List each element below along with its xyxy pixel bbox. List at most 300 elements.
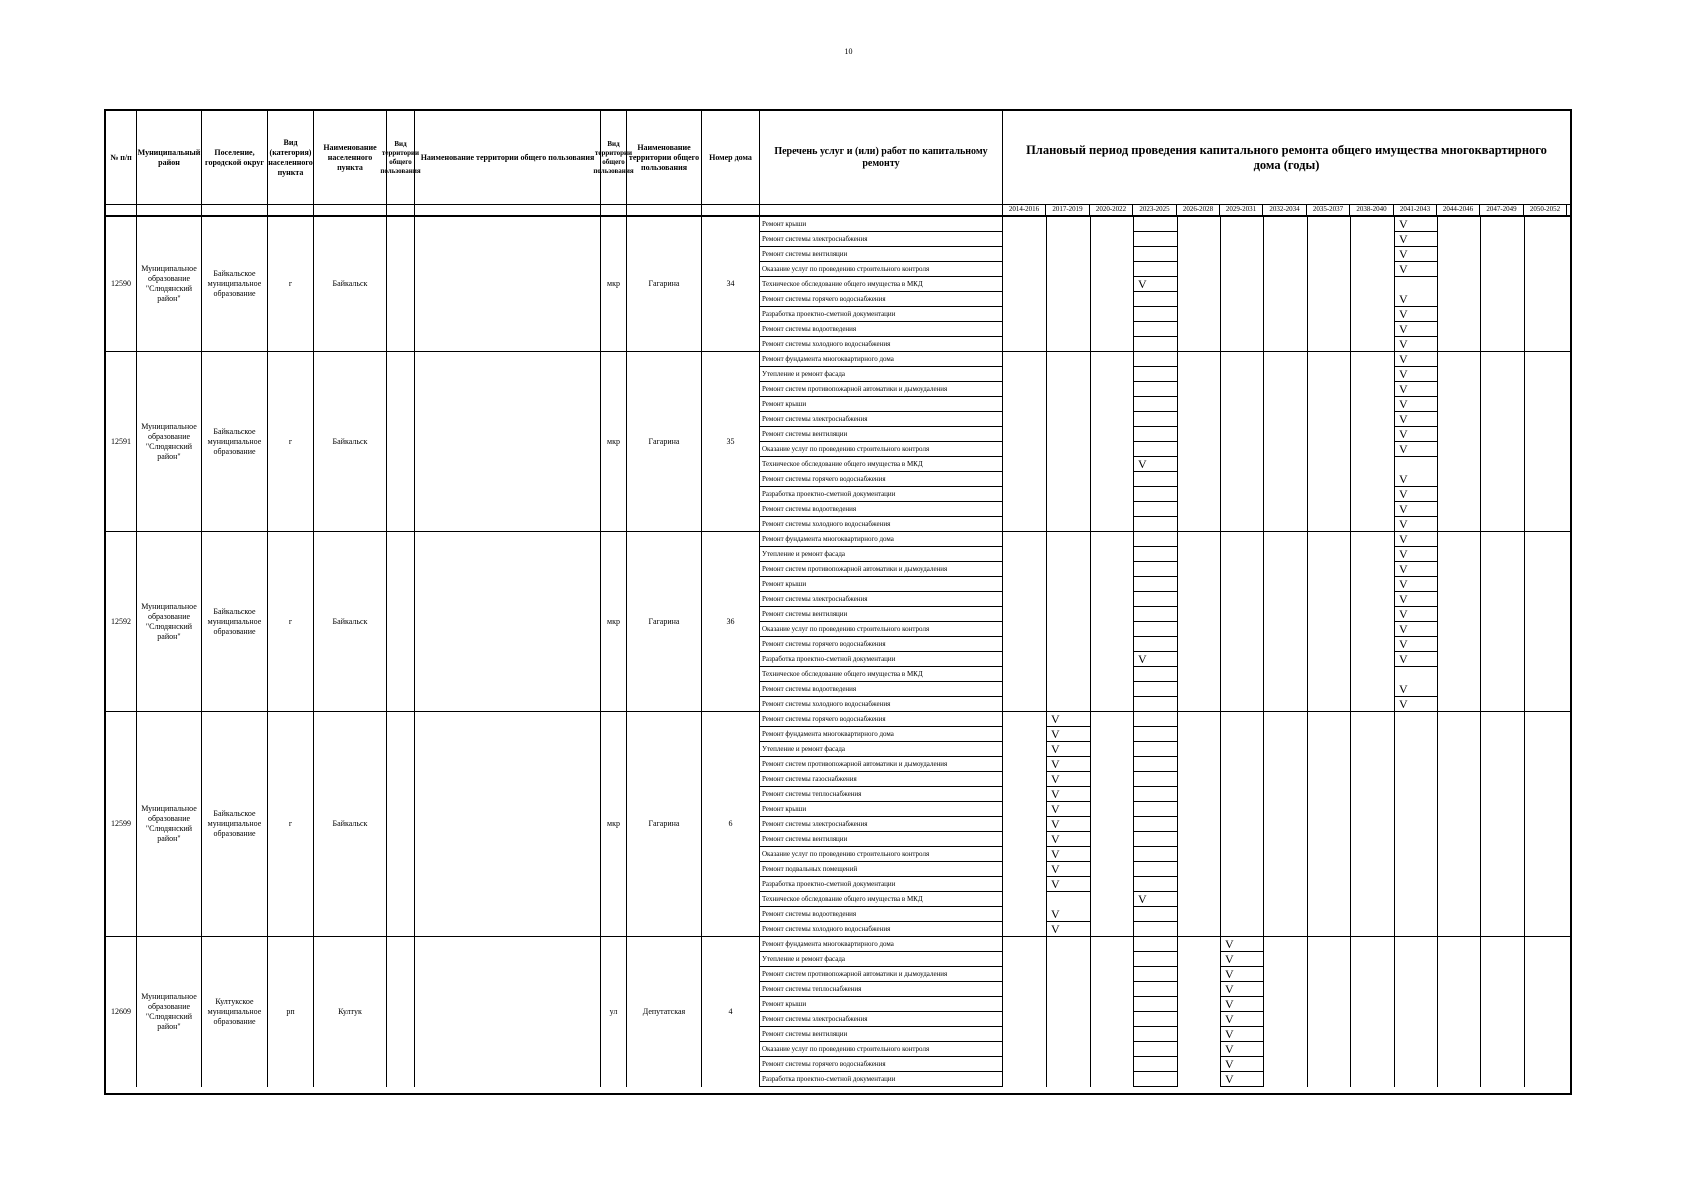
- work-row: [106, 682, 1570, 697]
- record-num: 12590: [106, 217, 137, 351]
- schedule-mark: V: [1395, 502, 1437, 517]
- work-row: [106, 277, 1570, 292]
- year-header: 2038-2040: [1350, 204, 1394, 215]
- schedule-mark: V: [1395, 577, 1437, 592]
- work-name: Ремонт системы горячего водоснабжения: [760, 292, 1003, 307]
- work-name: Ремонт системы холодного водоснабжения: [760, 922, 1003, 937]
- work-name: Оказание услуг по проведению строительного контроля: [760, 442, 1003, 457]
- header-territory-name-1: Наименование территории общего пользования: [415, 111, 601, 204]
- work-name: Ремонт системы вентиляции: [760, 832, 1003, 847]
- schedule-cell: [1134, 667, 1177, 682]
- table-header: [106, 111, 1570, 215]
- work-name: Ремонт системы горячего водоснабжения: [760, 472, 1003, 487]
- schedule-mark: V: [1221, 1012, 1263, 1027]
- work-name: Разработка проектно-сметной документации: [760, 877, 1003, 892]
- work-row: [106, 742, 1570, 757]
- record-locality-name: Култук: [314, 937, 387, 1087]
- subheader-blank: [387, 204, 415, 215]
- record-locality-type: г: [268, 217, 314, 351]
- schedule-cell: [1134, 682, 1177, 697]
- schedule-mark: V: [1047, 907, 1090, 922]
- work-row: [106, 937, 1570, 952]
- work-row: [106, 1027, 1570, 1042]
- work-name: Ремонт системы электроснабжения: [760, 1012, 1003, 1027]
- year-header: 2017-2019: [1046, 204, 1090, 215]
- subheader-blank: [760, 204, 1003, 215]
- record-district: Муниципальное образование "Слюдянский район": [137, 217, 202, 351]
- work-row: [106, 847, 1570, 862]
- schedule-cell: [1134, 922, 1177, 937]
- work-row: [106, 577, 1570, 592]
- work-name: Утепление и ремонт фасада: [760, 367, 1003, 382]
- schedule-mark: V: [1221, 952, 1263, 967]
- subheader-blank: [702, 204, 760, 215]
- work-row: [106, 892, 1570, 907]
- record-house: 35: [702, 352, 760, 531]
- schedule-mark: V: [1395, 682, 1437, 697]
- schedule-cell: [1134, 307, 1177, 322]
- schedule-mark: V: [1047, 922, 1090, 937]
- subheader-blank: [314, 204, 387, 215]
- schedule-mark: V: [1047, 832, 1090, 847]
- work-row: [106, 697, 1570, 712]
- schedule-mark: V: [1134, 277, 1177, 292]
- schedule-mark: V: [1395, 352, 1437, 367]
- schedule-cell: [1134, 622, 1177, 637]
- work-row: [106, 292, 1570, 307]
- work-row: [106, 352, 1570, 367]
- record-group: [106, 937, 1570, 1087]
- schedule-cell: [1134, 367, 1177, 382]
- schedule-mark: V: [1134, 652, 1177, 667]
- work-row: [106, 817, 1570, 832]
- work-name: Ремонт системы горячего водоснабжения: [760, 637, 1003, 652]
- work-name: Ремонт системы водоотведения: [760, 682, 1003, 697]
- work-row: [106, 307, 1570, 322]
- work-name: Ремонт системы электроснабжения: [760, 232, 1003, 247]
- schedule-cell: [1134, 487, 1177, 502]
- schedule-mark: V: [1221, 1072, 1263, 1087]
- header-territory-type-1: Вид территории общего пользования: [387, 111, 415, 204]
- year-header: 2032-2034: [1263, 204, 1307, 215]
- work-row: [106, 607, 1570, 622]
- schedule-mark: V: [1395, 337, 1437, 352]
- schedule-cell: [1134, 472, 1177, 487]
- work-row: [106, 772, 1570, 787]
- schedule-cell: [1134, 1057, 1177, 1072]
- schedule-cell: [1134, 742, 1177, 757]
- work-name: Ремонт системы электроснабжения: [760, 817, 1003, 832]
- schedule-mark: V: [1047, 877, 1090, 892]
- work-name: Оказание услуг по проведению строительного контроля: [760, 847, 1003, 862]
- record-locality-name: Байкальск: [314, 532, 387, 711]
- record-num: 12591: [106, 352, 137, 531]
- work-row: [106, 907, 1570, 922]
- work-row: [106, 337, 1570, 352]
- work-row: [106, 382, 1570, 397]
- schedule-cell: [1134, 427, 1177, 442]
- schedule-cell: [1134, 232, 1177, 247]
- subheader-blank: [202, 204, 268, 215]
- schedule-cell: [1134, 787, 1177, 802]
- record-group: [106, 532, 1570, 712]
- schedule-cell: [1134, 1012, 1177, 1027]
- record-territory-type-2: мкр: [601, 352, 627, 531]
- schedule-mark: V: [1395, 382, 1437, 397]
- record-group: [106, 217, 1570, 352]
- schedule-mark: V: [1395, 292, 1437, 307]
- work-name: Ремонт крыши: [760, 577, 1003, 592]
- schedule-cell: [1134, 847, 1177, 862]
- subheader-blank: [627, 204, 702, 215]
- work-name: Ремонт системы теплоснабжения: [760, 982, 1003, 997]
- schedule-mark: V: [1395, 217, 1437, 232]
- work-row: [106, 1057, 1570, 1072]
- work-row: [106, 532, 1570, 547]
- work-name: Разработка проектно-сметной документации: [760, 652, 1003, 667]
- subheader-blank: [268, 204, 314, 215]
- schedule-mark: V: [1395, 262, 1437, 277]
- schedule-mark: V: [1395, 487, 1437, 502]
- schedule-mark: V: [1395, 307, 1437, 322]
- schedule-cell: [1134, 502, 1177, 517]
- work-row: [106, 922, 1570, 937]
- work-name: Ремонт систем противопожарной автоматики и дымоудаления: [760, 382, 1003, 397]
- schedule-cell: [1134, 262, 1177, 277]
- schedule-mark: V: [1047, 757, 1090, 772]
- work-row: [106, 982, 1570, 997]
- work-name: Ремонт систем противопожарной автоматики и дымоудаления: [760, 562, 1003, 577]
- work-name: Техническое обследование общего имущества в МКД: [760, 277, 1003, 292]
- work-row: [106, 1012, 1570, 1027]
- work-row: [106, 472, 1570, 487]
- schedule-cell: [1134, 442, 1177, 457]
- record-locality-name: Байкальск: [314, 217, 387, 351]
- year-header: 2041-2043: [1394, 204, 1437, 215]
- work-name: Ремонт системы холодного водоснабжения: [760, 517, 1003, 532]
- year-header: 2026-2028: [1177, 204, 1220, 215]
- schedule-cell: [1134, 547, 1177, 562]
- work-name: Техническое обследование общего имущества в МКД: [760, 667, 1003, 682]
- work-name: Ремонт системы вентиляции: [760, 1027, 1003, 1042]
- schedule-mark: V: [1047, 712, 1090, 727]
- schedule-mark: V: [1395, 592, 1437, 607]
- work-row: [106, 787, 1570, 802]
- header-period: Плановый период проведения капитального ремонта общего имущества многоквартирного дома (годы): [1026, 142, 1547, 172]
- schedule-mark: V: [1047, 727, 1090, 742]
- work-row: [106, 397, 1570, 412]
- header-territory-name-2: Наименование территории общего пользования: [627, 111, 702, 204]
- work-name: Утепление и ремонт фасада: [760, 952, 1003, 967]
- work-row: [106, 862, 1570, 877]
- work-name: Ремонт фундамента многоквартирного дома: [760, 532, 1003, 547]
- schedule-cell: [1134, 637, 1177, 652]
- work-name: Ремонт фундамента многоквартирного дома: [760, 352, 1003, 367]
- work-name: Оказание услуг по проведению строительного контроля: [760, 622, 1003, 637]
- schedule-mark: V: [1221, 937, 1263, 952]
- work-row: [106, 592, 1570, 607]
- work-row: [106, 652, 1570, 667]
- schedule-mark: V: [1395, 637, 1437, 652]
- work-row: [106, 412, 1570, 427]
- capital-repair-table: [104, 109, 1572, 1095]
- schedule-cell: [1134, 517, 1177, 532]
- work-name: Ремонт системы водоотведения: [760, 907, 1003, 922]
- work-name: Ремонт системы вентиляции: [760, 427, 1003, 442]
- schedule-mark: V: [1395, 232, 1437, 247]
- header-territory-type-2: Вид территории общего пользования: [601, 111, 627, 204]
- schedule-cell: [1134, 982, 1177, 997]
- schedule-cell: [1134, 337, 1177, 352]
- record-settlement: Култукское муниципальное образование: [202, 937, 268, 1087]
- work-row: [106, 727, 1570, 742]
- schedule-cell: [1134, 937, 1177, 952]
- record-locality-type: г: [268, 352, 314, 531]
- schedule-cell: [1134, 382, 1177, 397]
- work-name: Ремонт системы газоснабжения: [760, 772, 1003, 787]
- record-locality-type: рп: [268, 937, 314, 1087]
- work-row: [106, 877, 1570, 892]
- record-territory-name-2: Гагарина: [627, 712, 702, 936]
- subheader-blank: [415, 204, 601, 215]
- year-row: [106, 204, 1570, 215]
- work-name: Ремонт крыши: [760, 997, 1003, 1012]
- record-num: 12592: [106, 532, 137, 711]
- schedule-mark: V: [1221, 997, 1263, 1012]
- schedule-mark: V: [1395, 547, 1437, 562]
- work-row: [106, 517, 1570, 532]
- schedule-cell: [1134, 322, 1177, 337]
- record-district: Муниципальное образование "Слюдянский район": [137, 937, 202, 1087]
- year-header: 2023-2025: [1133, 204, 1177, 215]
- record-group: [106, 352, 1570, 532]
- year-header: 2029-2031: [1220, 204, 1263, 215]
- work-name: Ремонт фундамента многоквартирного дома: [760, 937, 1003, 952]
- work-row: [106, 247, 1570, 262]
- record-district: Муниципальное образование "Слюдянский район": [137, 352, 202, 531]
- schedule-cell: [1134, 997, 1177, 1012]
- record-locality-name: Байкальск: [314, 712, 387, 936]
- schedule-cell: [1134, 592, 1177, 607]
- schedule-mark: V: [1221, 967, 1263, 982]
- work-name: Ремонт фундамента многоквартирного дома: [760, 727, 1003, 742]
- schedule-mark: V: [1047, 862, 1090, 877]
- header-locality-type: Вид (категория) населенного пункта: [268, 111, 314, 204]
- record-settlement: Байкальское муниципальное образование: [202, 532, 268, 711]
- work-row: [106, 712, 1570, 727]
- work-row: [106, 952, 1570, 967]
- header-district: Муниципальный район: [137, 111, 202, 204]
- record-house: 6: [702, 712, 760, 936]
- schedule-mark: V: [1395, 472, 1437, 487]
- record-num: 12599: [106, 712, 137, 936]
- record-territory-type-2: мкр: [601, 217, 627, 351]
- subheader-blank: [137, 204, 202, 215]
- schedule-mark: V: [1221, 1027, 1263, 1042]
- work-row: [106, 622, 1570, 637]
- schedule-mark: V: [1395, 397, 1437, 412]
- year-header: 2044-2046: [1437, 204, 1480, 215]
- record-house: 36: [702, 532, 760, 711]
- schedule-mark: V: [1395, 562, 1437, 577]
- work-row: [106, 1042, 1570, 1057]
- work-row: [106, 232, 1570, 247]
- schedule-mark: V: [1395, 427, 1437, 442]
- work-row: [106, 457, 1570, 472]
- subheader-blank: [601, 204, 627, 215]
- work-row: [106, 322, 1570, 337]
- schedule-cell: [1134, 1072, 1177, 1087]
- record-territory-type-2: ул: [601, 937, 627, 1087]
- schedule-cell: [1134, 562, 1177, 577]
- schedule-cell: [1134, 1027, 1177, 1042]
- schedule-cell: [1134, 952, 1177, 967]
- record-locality-type: г: [268, 712, 314, 936]
- schedule-mark: V: [1395, 367, 1437, 382]
- work-row: [106, 262, 1570, 277]
- schedule-cell: [1134, 967, 1177, 982]
- work-name: Ремонт крыши: [760, 397, 1003, 412]
- work-name: Утепление и ремонт фасада: [760, 742, 1003, 757]
- work-name: Ремонт системы горячего водоснабжения: [760, 1057, 1003, 1072]
- schedule-cell: [1134, 877, 1177, 892]
- record-house: 4: [702, 937, 760, 1087]
- work-row: [106, 367, 1570, 382]
- schedule-cell: [1134, 247, 1177, 262]
- year-header: 2050-2052: [1524, 204, 1567, 215]
- year-header: 2020-2022: [1090, 204, 1133, 215]
- schedule-cell: [1134, 772, 1177, 787]
- work-name: Ремонт систем противопожарной автоматики и дымоудаления: [760, 967, 1003, 982]
- schedule-cell: [1134, 292, 1177, 307]
- work-name: Ремонт системы вентиляции: [760, 607, 1003, 622]
- work-name: Разработка проектно-сметной документации: [760, 1072, 1003, 1087]
- schedule-cell: [1134, 817, 1177, 832]
- work-row: [106, 502, 1570, 517]
- schedule-cell: [1134, 697, 1177, 712]
- year-header: 2014-2016: [1003, 204, 1046, 215]
- record-territory-name-2: Депутатская: [627, 937, 702, 1087]
- schedule-mark: V: [1395, 532, 1437, 547]
- schedule-cell: [1134, 217, 1177, 232]
- record-settlement: Байкальское муниципальное образование: [202, 217, 268, 351]
- schedule-mark: V: [1395, 247, 1437, 262]
- work-row: [106, 997, 1570, 1012]
- record-settlement: Байкальское муниципальное образование: [202, 352, 268, 531]
- schedule-mark: V: [1395, 607, 1437, 622]
- schedule-mark: V: [1221, 1042, 1263, 1057]
- schedule-mark: V: [1395, 652, 1437, 667]
- record-district: Муниципальное образование "Слюдянский район": [137, 532, 202, 711]
- record-district: Муниципальное образование "Слюдянский район": [137, 712, 202, 936]
- work-name: Разработка проектно-сметной документации: [760, 307, 1003, 322]
- work-name: Ремонт системы холодного водоснабжения: [760, 697, 1003, 712]
- work-name: Оказание услуг по проведению строительного контроля: [760, 262, 1003, 277]
- schedule-cell: [1134, 607, 1177, 622]
- schedule-cell: [1134, 727, 1177, 742]
- record-territory-type-2: мкр: [601, 712, 627, 936]
- record-territory-type-2: мкр: [601, 532, 627, 711]
- work-name: Утепление и ремонт фасада: [760, 547, 1003, 562]
- work-name: Ремонт системы электроснабжения: [760, 412, 1003, 427]
- record-group: [106, 712, 1570, 937]
- work-row: [106, 832, 1570, 847]
- schedule-cell: [1134, 1042, 1177, 1057]
- record-num: 12609: [106, 937, 137, 1087]
- schedule-mark: V: [1134, 892, 1177, 907]
- schedule-mark: V: [1395, 412, 1437, 427]
- work-row: [106, 487, 1570, 502]
- work-name: Ремонт системы электроснабжения: [760, 592, 1003, 607]
- schedule-cell: [1134, 352, 1177, 367]
- header-works: Перечень услуг и (или) работ по капитальному ремонту: [760, 111, 1003, 204]
- work-name: Техническое обследование общего имущества в МКД: [760, 892, 1003, 907]
- header-house: Номер дома: [702, 111, 760, 204]
- subheader-blank: [106, 204, 137, 215]
- schedule-mark: V: [1047, 847, 1090, 862]
- schedule-mark: V: [1047, 772, 1090, 787]
- work-name: Ремонт крыши: [760, 217, 1003, 232]
- work-name: Ремонт системы водоотведения: [760, 502, 1003, 517]
- schedule-cell: [1134, 712, 1177, 727]
- schedule-mark: V: [1047, 742, 1090, 757]
- work-name: Ремонт системы холодного водоснабжения: [760, 337, 1003, 352]
- header-locality-name: Наименование населенного пункта: [314, 111, 387, 204]
- schedule-cell: [1134, 802, 1177, 817]
- record-territory-name-2: Гагарина: [627, 532, 702, 711]
- schedule-cell: [1134, 757, 1177, 772]
- work-row: [106, 217, 1570, 232]
- schedule-cell: [1134, 832, 1177, 847]
- work-row: [106, 562, 1570, 577]
- page-number: 10: [844, 47, 853, 56]
- work-name: Разработка проектно-сметной документации: [760, 487, 1003, 502]
- schedule-mark: V: [1395, 442, 1437, 457]
- work-row: [106, 547, 1570, 562]
- schedule-mark: V: [1221, 1057, 1263, 1072]
- work-name: Ремонт систем противопожарной автоматики и дымоудаления: [760, 757, 1003, 772]
- schedule-mark: V: [1047, 817, 1090, 832]
- work-row: [106, 442, 1570, 457]
- schedule-mark: V: [1047, 802, 1090, 817]
- schedule-mark: V: [1395, 622, 1437, 637]
- schedule-cell: [1134, 907, 1177, 922]
- schedule-cell: [1134, 412, 1177, 427]
- work-row: [106, 427, 1570, 442]
- work-row: [106, 967, 1570, 982]
- work-name: Ремонт подвальных помещений: [760, 862, 1003, 877]
- schedule-mark: V: [1134, 457, 1177, 472]
- work-row: [106, 802, 1570, 817]
- work-name: Ремонт системы теплоснабжения: [760, 787, 1003, 802]
- schedule-mark: V: [1221, 982, 1263, 997]
- work-row: [106, 667, 1570, 682]
- schedule-mark: V: [1395, 697, 1437, 712]
- schedule-cell: [1134, 397, 1177, 412]
- schedule-mark: V: [1047, 787, 1090, 802]
- work-name: Оказание услуг по проведению строительного контроля: [760, 1042, 1003, 1057]
- year-header: 2047-2049: [1480, 204, 1524, 215]
- header-settlement: Поселение, городской округ: [202, 111, 268, 204]
- record-locality-type: г: [268, 532, 314, 711]
- work-name: Ремонт крыши: [760, 802, 1003, 817]
- schedule-mark: V: [1395, 517, 1437, 532]
- header-num: № п/п: [106, 111, 137, 204]
- schedule-cell: [1134, 532, 1177, 547]
- year-header: 2035-2037: [1307, 204, 1350, 215]
- schedule-cell: [1134, 862, 1177, 877]
- schedule-cell: [1134, 577, 1177, 592]
